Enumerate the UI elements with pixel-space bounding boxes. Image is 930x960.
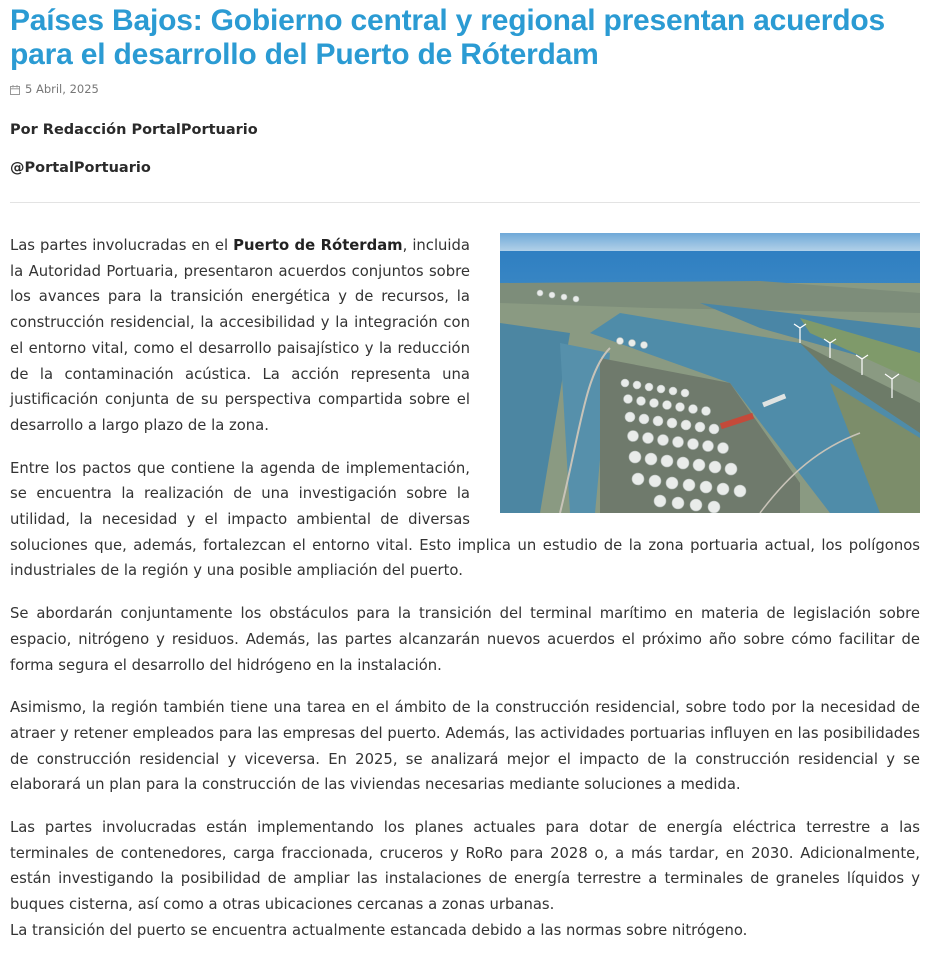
- aerial-port-photo: [500, 233, 920, 513]
- author-handle: @PortalPortuario: [10, 160, 151, 176]
- calendar-icon: [10, 84, 20, 94]
- port-name-strong: Puerto de Róterdam: [233, 237, 403, 254]
- article-title: Países Bajos: Gobierno central y regional presentan acuerdos para el desarrollo del Puerto de Róterdam: [10, 4, 885, 71]
- paragraph-5: Las partes involucradas están implementando los planes actuales para dotar de energía eléctrica terrestre a las terminales de contenedores, carga fraccionada, cruceros y RoRo para 2028 o, a más tardar, en 2030. Adicionalmente, están investigando la posibilidad de ampliar las instalaciones de energía terrestre a terminales de graneles líquidos y buques cisterna, así como a otras ubicaciones cercanas a zonas urbanas.: [10, 819, 920, 914]
- paragraph-1: Las partes involucradas en el Puerto de Róterdam, incluida la Autoridad Portuaria, presentaron acuerdos conjuntos sobre los avances para la transición energética y de recursos, la construcción residencial, la accesibilidad y la integración con el entorno vital, como el desarrollo paisajístico y la reducción de la contaminación acústica. La acción representa una justificación conjunta de su perspectiva compartida sobre el desarrollo a largo plazo de la zona.: [10, 237, 471, 434]
- article-body: [10, 233, 920, 944]
- paragraph-4: Asimismo, la región también tiene una tarea en el ámbito de la construcción residencial, sobre todo por la necesidad de atraer y retener empleados para las empresas del puerto. Además, las actividades portuarias influyen en las posibilidades de construcción residencial y viceversa. En 2025, se analizará mejor el impacto de la construcción residencial y se elaborará un plan para la construcción de las viviendas necesarias mediante soluciones a medida.: [10, 699, 920, 794]
- author-byline: Por Redacción PortalPortuario: [10, 122, 258, 138]
- paragraph-3: Se abordarán conjuntamente los obstáculos para la transición del terminal marítimo en materia de legislación sobre espacio, nitrógeno y residuos. Además, las partes alcanzarán nuevos acuerdos el próximo año sobre cómo facilitar de forma segura el desarrollo del hidrógeno en la instalación.: [10, 605, 920, 674]
- divider: [10, 202, 920, 203]
- paragraph-6: La transición del puerto se encuentra actualmente estancada debido a las normas sobre nitrógeno.: [10, 921, 748, 939]
- paragraph-2: Entre los pactos que contiene la agenda de implementación, se encuentra la realización de una investigación sobre la utilidad, la necesidad y el impacto ambiental de diversas soluciones que, además, fortalezcan el entorno vital. Esto implica un estudio de la zona portuaria actual, los polígonos industriales de la región y una posible ampliación del puerto.: [10, 459, 920, 580]
- publish-date: 5 Abril, 2025: [25, 82, 99, 96]
- article-meta: [10, 82, 920, 96]
